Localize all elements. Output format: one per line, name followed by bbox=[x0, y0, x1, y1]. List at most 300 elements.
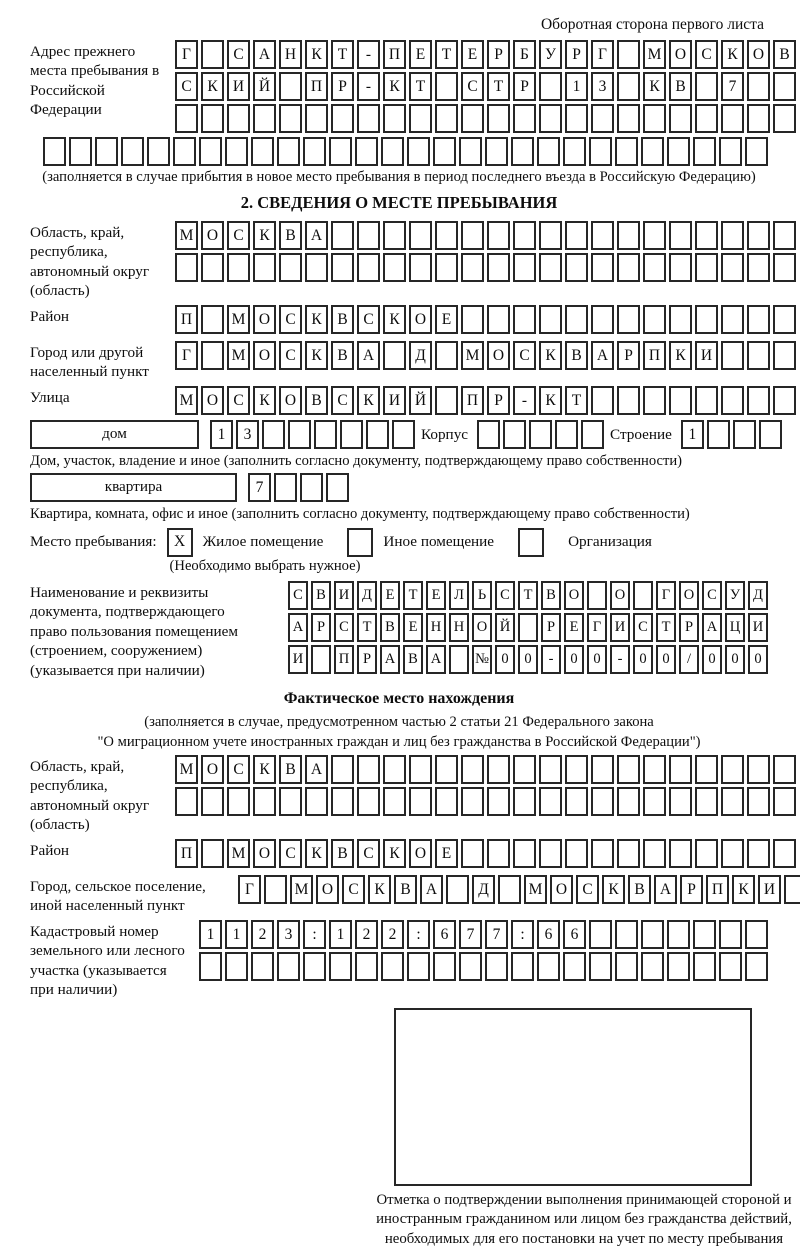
char-cell[interactable]: О bbox=[201, 755, 224, 784]
char-cell[interactable] bbox=[565, 221, 588, 250]
char-cell[interactable] bbox=[641, 137, 664, 166]
char-cell[interactable] bbox=[615, 920, 638, 949]
char-cell[interactable]: О bbox=[409, 305, 432, 334]
char-cell[interactable]: И bbox=[748, 613, 768, 642]
char-cell[interactable] bbox=[446, 875, 469, 904]
house-type-box[interactable]: дом bbox=[30, 420, 199, 449]
char-cell[interactable]: С bbox=[513, 341, 536, 370]
char-cell[interactable] bbox=[407, 137, 430, 166]
char-cell[interactable]: : bbox=[407, 920, 430, 949]
char-cell[interactable]: - bbox=[610, 645, 630, 674]
char-cell[interactable] bbox=[201, 104, 224, 133]
char-cell[interactable]: 0 bbox=[518, 645, 538, 674]
char-cell[interactable] bbox=[311, 645, 331, 674]
char-cell[interactable]: О bbox=[669, 40, 692, 69]
char-cell[interactable]: К bbox=[305, 305, 328, 334]
char-cell[interactable] bbox=[747, 787, 770, 816]
char-cell[interactable] bbox=[435, 253, 458, 282]
char-cell[interactable] bbox=[279, 253, 302, 282]
char-cell[interactable] bbox=[331, 755, 354, 784]
char-cell[interactable] bbox=[314, 420, 337, 449]
char-cell[interactable]: : bbox=[511, 920, 534, 949]
char-cell[interactable] bbox=[461, 755, 484, 784]
char-cell[interactable] bbox=[277, 952, 300, 981]
char-cell[interactable]: В bbox=[279, 221, 302, 250]
char-cell[interactable] bbox=[329, 952, 352, 981]
char-cell[interactable] bbox=[721, 839, 744, 868]
char-cell[interactable]: У bbox=[725, 581, 745, 610]
char-cell[interactable] bbox=[201, 40, 224, 69]
stay-type-checkbox-other[interactable] bbox=[347, 528, 373, 557]
char-cell[interactable]: С bbox=[288, 581, 308, 610]
char-cell[interactable]: А bbox=[591, 341, 614, 370]
char-cell[interactable] bbox=[253, 104, 276, 133]
char-cell[interactable] bbox=[747, 839, 770, 868]
char-cell[interactable] bbox=[745, 137, 768, 166]
char-cell[interactable]: - bbox=[357, 72, 380, 101]
char-cell[interactable]: Е bbox=[403, 613, 423, 642]
char-cell[interactable]: Д bbox=[748, 581, 768, 610]
char-cell[interactable]: Д bbox=[409, 341, 432, 370]
char-cell[interactable] bbox=[707, 420, 730, 449]
char-cell[interactable]: П bbox=[334, 645, 354, 674]
char-cell[interactable]: И bbox=[383, 386, 406, 415]
char-cell[interactable]: Р bbox=[513, 72, 536, 101]
char-cell[interactable] bbox=[667, 952, 690, 981]
char-cell[interactable]: В bbox=[380, 613, 400, 642]
char-cell[interactable] bbox=[693, 920, 716, 949]
char-cell[interactable]: В bbox=[279, 755, 302, 784]
char-cell[interactable] bbox=[695, 386, 718, 415]
char-cell[interactable]: О bbox=[747, 40, 770, 69]
char-cell[interactable] bbox=[773, 839, 796, 868]
char-cell[interactable]: И bbox=[695, 341, 718, 370]
char-cell[interactable] bbox=[279, 104, 302, 133]
char-cell[interactable] bbox=[513, 104, 536, 133]
char-cell[interactable]: И bbox=[227, 72, 250, 101]
char-cell[interactable]: О bbox=[679, 581, 699, 610]
char-cell[interactable] bbox=[667, 137, 690, 166]
char-cell[interactable]: Л bbox=[449, 581, 469, 610]
char-cell[interactable] bbox=[591, 104, 614, 133]
char-cell[interactable] bbox=[288, 420, 311, 449]
char-cell[interactable] bbox=[513, 755, 536, 784]
char-cell[interactable]: Н bbox=[279, 40, 302, 69]
char-cell[interactable] bbox=[227, 253, 250, 282]
char-cell[interactable] bbox=[459, 952, 482, 981]
char-cell[interactable] bbox=[264, 875, 287, 904]
char-cell[interactable] bbox=[383, 787, 406, 816]
char-cell[interactable] bbox=[669, 839, 692, 868]
char-cell[interactable] bbox=[747, 104, 770, 133]
char-cell[interactable]: К bbox=[539, 386, 562, 415]
char-cell[interactable] bbox=[745, 952, 768, 981]
char-cell[interactable]: В bbox=[541, 581, 561, 610]
char-cell[interactable] bbox=[477, 420, 500, 449]
char-cell[interactable] bbox=[721, 253, 744, 282]
char-cell[interactable] bbox=[555, 420, 578, 449]
char-cell[interactable] bbox=[461, 104, 484, 133]
char-cell[interactable]: Г bbox=[238, 875, 261, 904]
char-cell[interactable]: И bbox=[610, 613, 630, 642]
char-cell[interactable] bbox=[539, 755, 562, 784]
char-cell[interactable] bbox=[563, 137, 586, 166]
char-cell[interactable]: И bbox=[334, 581, 354, 610]
char-cell[interactable] bbox=[331, 787, 354, 816]
char-cell[interactable]: 1 bbox=[225, 920, 248, 949]
char-cell[interactable]: 1 bbox=[565, 72, 588, 101]
char-cell[interactable]: К bbox=[383, 305, 406, 334]
char-cell[interactable] bbox=[503, 420, 526, 449]
char-cell[interactable] bbox=[539, 104, 562, 133]
char-cell[interactable]: Г bbox=[175, 341, 198, 370]
char-cell[interactable]: К bbox=[357, 386, 380, 415]
char-cell[interactable]: О bbox=[279, 386, 302, 415]
char-cell[interactable] bbox=[513, 787, 536, 816]
char-cell[interactable]: С bbox=[279, 341, 302, 370]
char-cell[interactable]: 1 bbox=[210, 420, 233, 449]
char-cell[interactable]: Т bbox=[435, 40, 458, 69]
char-cell[interactable] bbox=[539, 72, 562, 101]
char-cell[interactable] bbox=[274, 473, 297, 502]
char-cell[interactable]: Н bbox=[449, 613, 469, 642]
char-cell[interactable]: - bbox=[513, 386, 536, 415]
char-cell[interactable]: В bbox=[305, 386, 328, 415]
char-cell[interactable]: 3 bbox=[277, 920, 300, 949]
char-cell[interactable] bbox=[485, 952, 508, 981]
char-cell[interactable]: Г bbox=[587, 613, 607, 642]
char-cell[interactable]: Р bbox=[311, 613, 331, 642]
char-cell[interactable] bbox=[357, 253, 380, 282]
char-cell[interactable] bbox=[581, 420, 604, 449]
char-cell[interactable]: О bbox=[564, 581, 584, 610]
char-cell[interactable] bbox=[303, 952, 326, 981]
char-cell[interactable] bbox=[539, 221, 562, 250]
char-cell[interactable]: Е bbox=[409, 40, 432, 69]
char-cell[interactable]: Е bbox=[461, 40, 484, 69]
char-cell[interactable]: А bbox=[420, 875, 443, 904]
char-cell[interactable] bbox=[615, 137, 638, 166]
char-cell[interactable] bbox=[617, 386, 640, 415]
char-cell[interactable]: А bbox=[305, 755, 328, 784]
char-cell[interactable] bbox=[409, 221, 432, 250]
char-cell[interactable] bbox=[643, 253, 666, 282]
char-cell[interactable]: М bbox=[175, 755, 198, 784]
char-cell[interactable] bbox=[383, 253, 406, 282]
char-cell[interactable]: 7 bbox=[485, 920, 508, 949]
char-cell[interactable] bbox=[329, 137, 352, 166]
char-cell[interactable] bbox=[435, 104, 458, 133]
char-cell[interactable] bbox=[511, 137, 534, 166]
char-cell[interactable] bbox=[669, 787, 692, 816]
char-cell[interactable] bbox=[461, 253, 484, 282]
char-cell[interactable]: О bbox=[487, 341, 510, 370]
char-cell[interactable] bbox=[745, 920, 768, 949]
char-cell[interactable]: С bbox=[334, 613, 354, 642]
char-cell[interactable] bbox=[355, 137, 378, 166]
char-cell[interactable] bbox=[381, 952, 404, 981]
char-cell[interactable]: С bbox=[633, 613, 653, 642]
char-cell[interactable] bbox=[617, 72, 640, 101]
char-cell[interactable]: П bbox=[383, 40, 406, 69]
char-cell[interactable]: В bbox=[394, 875, 417, 904]
char-cell[interactable]: А bbox=[288, 613, 308, 642]
char-cell[interactable]: К bbox=[201, 72, 224, 101]
char-cell[interactable]: Т bbox=[409, 72, 432, 101]
char-cell[interactable] bbox=[435, 386, 458, 415]
char-cell[interactable] bbox=[409, 787, 432, 816]
char-cell[interactable]: М bbox=[290, 875, 313, 904]
char-cell[interactable] bbox=[695, 221, 718, 250]
char-cell[interactable] bbox=[773, 386, 796, 415]
char-cell[interactable]: М bbox=[175, 221, 198, 250]
char-cell[interactable] bbox=[69, 137, 92, 166]
char-cell[interactable] bbox=[733, 420, 756, 449]
char-cell[interactable]: 7 bbox=[248, 473, 271, 502]
char-cell[interactable]: 0 bbox=[748, 645, 768, 674]
char-cell[interactable]: Й bbox=[409, 386, 432, 415]
char-cell[interactable]: О bbox=[253, 839, 276, 868]
char-cell[interactable] bbox=[409, 755, 432, 784]
char-cell[interactable]: 1 bbox=[329, 920, 352, 949]
char-cell[interactable]: С bbox=[702, 581, 722, 610]
char-cell[interactable] bbox=[201, 305, 224, 334]
char-cell[interactable] bbox=[225, 137, 248, 166]
char-cell[interactable] bbox=[279, 72, 302, 101]
char-cell[interactable]: К bbox=[253, 755, 276, 784]
char-cell[interactable] bbox=[565, 253, 588, 282]
char-cell[interactable] bbox=[591, 839, 614, 868]
char-cell[interactable] bbox=[305, 787, 328, 816]
char-cell[interactable] bbox=[617, 104, 640, 133]
char-cell[interactable] bbox=[747, 221, 770, 250]
char-cell[interactable]: 3 bbox=[591, 72, 614, 101]
char-cell[interactable] bbox=[303, 137, 326, 166]
char-cell[interactable] bbox=[721, 386, 744, 415]
char-cell[interactable]: С bbox=[357, 839, 380, 868]
char-cell[interactable] bbox=[565, 305, 588, 334]
char-cell[interactable]: О bbox=[472, 613, 492, 642]
char-cell[interactable]: П bbox=[175, 839, 198, 868]
char-cell[interactable] bbox=[529, 420, 552, 449]
char-cell[interactable] bbox=[695, 755, 718, 784]
char-cell[interactable] bbox=[617, 221, 640, 250]
char-cell[interactable]: 1 bbox=[681, 420, 704, 449]
char-cell[interactable] bbox=[641, 920, 664, 949]
char-cell[interactable] bbox=[643, 305, 666, 334]
char-cell[interactable]: К bbox=[539, 341, 562, 370]
char-cell[interactable]: Р bbox=[679, 613, 699, 642]
char-cell[interactable] bbox=[251, 137, 274, 166]
char-cell[interactable]: К bbox=[368, 875, 391, 904]
char-cell[interactable] bbox=[331, 104, 354, 133]
char-cell[interactable] bbox=[433, 952, 456, 981]
char-cell[interactable]: Т bbox=[656, 613, 676, 642]
char-cell[interactable]: В bbox=[773, 40, 796, 69]
char-cell[interactable] bbox=[227, 104, 250, 133]
char-cell[interactable]: О bbox=[610, 581, 630, 610]
char-cell[interactable] bbox=[695, 253, 718, 282]
char-cell[interactable]: Р bbox=[680, 875, 703, 904]
char-cell[interactable] bbox=[95, 137, 118, 166]
char-cell[interactable] bbox=[433, 137, 456, 166]
char-cell[interactable] bbox=[262, 420, 285, 449]
char-cell[interactable] bbox=[340, 420, 363, 449]
char-cell[interactable]: Р bbox=[541, 613, 561, 642]
char-cell[interactable]: / bbox=[679, 645, 699, 674]
char-cell[interactable]: А bbox=[253, 40, 276, 69]
char-cell[interactable] bbox=[721, 755, 744, 784]
char-cell[interactable] bbox=[173, 137, 196, 166]
char-cell[interactable]: С bbox=[227, 755, 250, 784]
char-cell[interactable]: С bbox=[227, 386, 250, 415]
char-cell[interactable]: Т bbox=[565, 386, 588, 415]
char-cell[interactable]: Б bbox=[513, 40, 536, 69]
char-cell[interactable] bbox=[225, 952, 248, 981]
char-cell[interactable]: 0 bbox=[702, 645, 722, 674]
char-cell[interactable]: К bbox=[305, 839, 328, 868]
char-cell[interactable] bbox=[487, 253, 510, 282]
char-cell[interactable] bbox=[513, 253, 536, 282]
char-cell[interactable]: М bbox=[524, 875, 547, 904]
char-cell[interactable]: 0 bbox=[656, 645, 676, 674]
char-cell[interactable] bbox=[721, 787, 744, 816]
char-cell[interactable]: А bbox=[380, 645, 400, 674]
char-cell[interactable]: О bbox=[409, 839, 432, 868]
char-cell[interactable]: Ь bbox=[472, 581, 492, 610]
char-cell[interactable]: М bbox=[227, 341, 250, 370]
char-cell[interactable]: А bbox=[357, 341, 380, 370]
char-cell[interactable] bbox=[357, 787, 380, 816]
char-cell[interactable] bbox=[511, 952, 534, 981]
char-cell[interactable] bbox=[641, 952, 664, 981]
char-cell[interactable] bbox=[617, 839, 640, 868]
char-cell[interactable]: В bbox=[331, 839, 354, 868]
char-cell[interactable]: Н bbox=[426, 613, 446, 642]
char-cell[interactable]: 2 bbox=[251, 920, 274, 949]
char-cell[interactable]: К bbox=[305, 341, 328, 370]
char-cell[interactable]: К bbox=[643, 72, 666, 101]
char-cell[interactable] bbox=[617, 40, 640, 69]
char-cell[interactable]: И bbox=[758, 875, 781, 904]
char-cell[interactable]: - bbox=[357, 40, 380, 69]
char-cell[interactable] bbox=[175, 787, 198, 816]
char-cell[interactable] bbox=[461, 787, 484, 816]
char-cell[interactable] bbox=[487, 305, 510, 334]
char-cell[interactable] bbox=[435, 72, 458, 101]
char-cell[interactable]: В bbox=[331, 341, 354, 370]
char-cell[interactable] bbox=[461, 305, 484, 334]
char-cell[interactable]: Т bbox=[331, 40, 354, 69]
char-cell[interactable]: Д bbox=[357, 581, 377, 610]
char-cell[interactable]: Р bbox=[357, 645, 377, 674]
char-cell[interactable] bbox=[693, 952, 716, 981]
char-cell[interactable]: 0 bbox=[495, 645, 515, 674]
char-cell[interactable] bbox=[201, 839, 224, 868]
char-cell[interactable] bbox=[643, 221, 666, 250]
char-cell[interactable]: Т bbox=[357, 613, 377, 642]
char-cell[interactable] bbox=[591, 305, 614, 334]
char-cell[interactable] bbox=[227, 787, 250, 816]
char-cell[interactable] bbox=[565, 755, 588, 784]
char-cell[interactable] bbox=[695, 72, 718, 101]
char-cell[interactable] bbox=[435, 221, 458, 250]
char-cell[interactable]: С bbox=[175, 72, 198, 101]
char-cell[interactable]: С bbox=[331, 386, 354, 415]
char-cell[interactable]: К bbox=[383, 72, 406, 101]
char-cell[interactable]: Т bbox=[487, 72, 510, 101]
char-cell[interactable]: В bbox=[311, 581, 331, 610]
char-cell[interactable] bbox=[695, 305, 718, 334]
char-cell[interactable]: П bbox=[175, 305, 198, 334]
char-cell[interactable] bbox=[669, 221, 692, 250]
char-cell[interactable] bbox=[435, 755, 458, 784]
char-cell[interactable]: 6 bbox=[563, 920, 586, 949]
char-cell[interactable] bbox=[721, 221, 744, 250]
char-cell[interactable]: Е bbox=[435, 305, 458, 334]
char-cell[interactable]: 7 bbox=[721, 72, 744, 101]
char-cell[interactable] bbox=[773, 72, 796, 101]
char-cell[interactable]: К bbox=[383, 839, 406, 868]
char-cell[interactable] bbox=[773, 221, 796, 250]
char-cell[interactable] bbox=[643, 104, 666, 133]
char-cell[interactable] bbox=[357, 755, 380, 784]
char-cell[interactable] bbox=[589, 952, 612, 981]
char-cell[interactable] bbox=[449, 645, 469, 674]
char-cell[interactable] bbox=[251, 952, 274, 981]
char-cell[interactable]: К bbox=[721, 40, 744, 69]
char-cell[interactable]: А bbox=[426, 645, 446, 674]
char-cell[interactable] bbox=[589, 920, 612, 949]
char-cell[interactable]: Р bbox=[617, 341, 640, 370]
char-cell[interactable]: Й bbox=[495, 613, 515, 642]
char-cell[interactable] bbox=[487, 755, 510, 784]
char-cell[interactable] bbox=[487, 104, 510, 133]
char-cell[interactable]: П bbox=[461, 386, 484, 415]
char-cell[interactable]: О bbox=[550, 875, 573, 904]
char-cell[interactable] bbox=[253, 253, 276, 282]
char-cell[interactable] bbox=[591, 253, 614, 282]
char-cell[interactable]: 0 bbox=[587, 645, 607, 674]
char-cell[interactable]: П bbox=[706, 875, 729, 904]
stay-type-checkbox-organization[interactable] bbox=[518, 528, 544, 557]
char-cell[interactable]: С bbox=[342, 875, 365, 904]
char-cell[interactable] bbox=[695, 104, 718, 133]
char-cell[interactable] bbox=[435, 341, 458, 370]
char-cell[interactable] bbox=[357, 221, 380, 250]
char-cell[interactable] bbox=[513, 221, 536, 250]
char-cell[interactable] bbox=[383, 221, 406, 250]
char-cell[interactable]: А bbox=[654, 875, 677, 904]
char-cell[interactable] bbox=[721, 104, 744, 133]
char-cell[interactable]: С bbox=[576, 875, 599, 904]
char-cell[interactable]: Е bbox=[426, 581, 446, 610]
char-cell[interactable]: 0 bbox=[633, 645, 653, 674]
char-cell[interactable]: Е bbox=[564, 613, 584, 642]
char-cell[interactable]: С bbox=[461, 72, 484, 101]
char-cell[interactable] bbox=[485, 137, 508, 166]
char-cell[interactable]: 3 bbox=[236, 420, 259, 449]
char-cell[interactable] bbox=[513, 839, 536, 868]
char-cell[interactable]: С bbox=[695, 40, 718, 69]
char-cell[interactable] bbox=[461, 839, 484, 868]
char-cell[interactable] bbox=[539, 253, 562, 282]
char-cell[interactable] bbox=[591, 755, 614, 784]
char-cell[interactable] bbox=[199, 137, 222, 166]
char-cell[interactable]: 6 bbox=[433, 920, 456, 949]
char-cell[interactable] bbox=[747, 755, 770, 784]
char-cell[interactable] bbox=[459, 137, 482, 166]
